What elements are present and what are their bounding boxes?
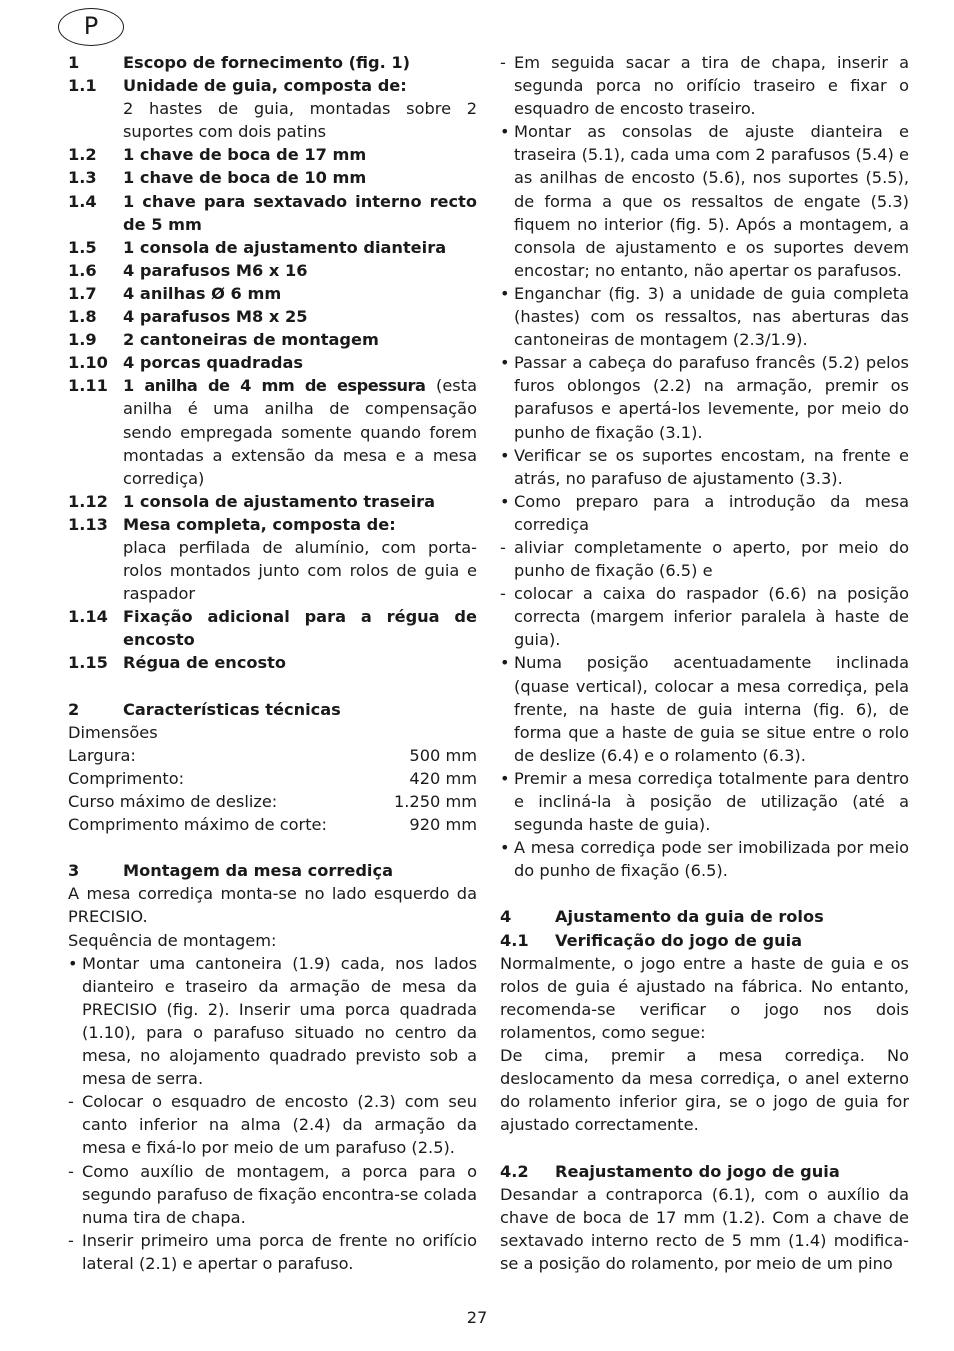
section-4-1-paragraph: Normalmente, o jogo entre a haste de guia e os rolos de guia é ajustado na fábrica. No entanto, recomenda-se verificar o jogo nos dois rolamentos, como segue:: [500, 953, 909, 1042]
list-item: • Montar as consolas de ajuste dianteira e traseira (5.1), cada uma com 2 parafusos (5.4) e as anilhas de encosto (5.6), nos suportes (5.5), de forma a que os ressaltos de engate (5.3) fiquem no interior (fig. 5). Após a montagem, a consola de ajustamento e os suportes devem encostar; no entanto, não apertar os parafusos.: [500, 122, 909, 280]
list-item: - colocar a caixa do raspador (6.6) na posição correcta (margem inferior paralela à haste de guia).: [500, 584, 909, 650]
list-item: 1.5 1 consola de ajustamento dianteira: [68, 237, 447, 257]
list-item: 1.7 4 anilhas Ø 6 mm: [68, 283, 282, 303]
list-item: • Como preparo para a introdução da mesa corrediça: [500, 491, 909, 534]
list-item: - Inserir primeiro uma porca de frente no orifício lateral (2.1) e apertar o parafuso.: [68, 1230, 477, 1273]
section-2-heading: 2 Características técnicas: [68, 699, 341, 719]
section-3-sequence-label: Sequência de montagem:: [68, 930, 277, 950]
list-item: 1.8 4 parafusos M8 x 25: [68, 307, 308, 327]
section-4-1-heading: 4.1 Verificação do jogo de guia: [500, 930, 803, 950]
item-1-13-body: placa perfilada de alumínio, com porta-rolos montados junto com rolos de guia e raspador: [123, 537, 477, 604]
list-item: 1.9 2 cantoneiras de montagem: [68, 330, 379, 350]
section-4-1-paragraph: De cima, premir a mesa corrediça. No deslocamento da mesa corrediça, o anel externo do rolamento inferior gira, se o jogo de guia for ajustado correctamente.: [500, 1046, 909, 1135]
list-item: 1.3 1 chave de boca de 10 mm: [68, 168, 367, 188]
left-column: [68, 51, 477, 1275]
section-3-heading: 3 Montagem da mesa corrediça: [68, 861, 393, 881]
page-number: 27: [466, 1308, 488, 1327]
list-item: • Numa posição acentuadamente inclinada (quase vertical), colocar a mesa corrediça, pela frente, na haste de guia interna (fig. 6), de forma que a haste de guia se situe entre o rolo de deslize (6.4) e o rolamento (6.3).: [500, 653, 909, 765]
list-item: • Verificar se os suportes encostam, na frente e atrás, no parafuso de ajustamento (3.3).: [500, 445, 909, 488]
item-1-12: 1.12 1 consola de ajustamento traseira: [68, 491, 436, 511]
section-4-2-heading: 4.2 Reajustamento do jogo de guia: [500, 1161, 840, 1181]
list-item: 1.2 1 chave de boca de 17 mm: [68, 145, 367, 165]
item-1-13: 1.13 Mesa completa, composta de:: [68, 514, 396, 534]
section-3-intro: A mesa corrediça monta-se no lado esquerdo da PRECISIO.: [68, 884, 477, 927]
spec-row: Comprimento máximo de corte: 920 mm: [68, 815, 477, 835]
item-1-15: 1.15 Régua de encosto: [68, 653, 287, 673]
item-1-1: 1.1 Unidade de guia, composta de:: [68, 76, 407, 96]
list-item: - aliviar completamente o aperto, por meio do punho de fixação (6.5) e: [500, 537, 909, 581]
list-item: - Colocar o esquadro de encosto (2.3) com seu canto inferior na alma (2.4) da armação da mesa e fixá-lo por meio de um parafuso (2.5).: [68, 1092, 477, 1158]
section-4-heading: 4 Ajustamento da guia de rolos: [500, 907, 824, 927]
list-item: 1.4 1 chave para sextavado interno recto de 5 mm: [68, 191, 477, 234]
list-item: • Passar a cabeça do parafuso francês (5.2) pelos furos oblongos (2.2) na armação, premir os parafusos e apertá-los levemente, por meio do punho de fixação (3.1).: [500, 353, 909, 442]
list-item: - Em seguida sacar a tira de chapa, inserir a segunda porca no orifício traseiro e fixar o esquadro de encosto traseiro.: [500, 53, 909, 119]
spec-row: Curso máximo de deslize: 1.250 mm: [68, 792, 477, 811]
list-item: - Como auxílio de montagem, a porca para o segundo parafuso de fixação encontra-se colada numa tira de chapa.: [68, 1161, 477, 1227]
section-1-heading: 1 Escopo de fornecimento (fig. 1): [68, 53, 411, 72]
item-1-11: 1.11 1 anilha de 4 mm de espessura (esta anilha é uma anilha de compensação sendo empregada somente quando forem montadas a extensão da mesa e a mesa corrediça): [68, 376, 477, 488]
list-item: • Montar uma cantoneira (1.9) cada, nos lados dianteiro e traseiro da armação de mesa da PRECISIO (fig. 2). Inserir uma porca quadrada (1.10), para o parafuso situado no centro da mesa, no alojamento quadrado previsto sob a mesa de serra.: [68, 953, 477, 1089]
item-1-14: 1.14 Fixação adicional para a régua de encosto: [68, 607, 477, 650]
list-item: 1.6 4 parafusos M6 x 16: [68, 260, 308, 280]
list-item: • Enganchar (fig. 3) a unidade de guia completa (hastes) com os ressaltos, nas aberturas das cantoneiras de montagem (2.3/1.9).: [500, 283, 909, 350]
spec-row: Largura: 500 mm: [68, 745, 477, 765]
item-1-1-body: 2 hastes de guia, montadas sobre 2 suportes com dois patins: [123, 99, 477, 142]
list-item: • Premir a mesa corrediça totalmente para dentro e incliná-la à posição de utilização (até a segunda haste de guia).: [500, 768, 909, 835]
right-column: [500, 51, 909, 1275]
list-item: • A mesa corrediça pode ser imobilizada por meio do punho de fixação (6.5).: [500, 838, 909, 881]
list-item: 1.10 4 porcas quadradas: [68, 353, 304, 373]
section-4-2-paragraph: Desandar a contraporca (6.1), com o auxílio da chave de boca de 17 mm (1.2). Com a chave de sextavado interno recto de 5 mm (1.4) modifica-se a posição do rolamento, por meio de um pino: [500, 1184, 909, 1273]
language-badge: P: [58, 8, 124, 46]
dimensions-label: Dimensões: [68, 722, 158, 742]
spec-row: Comprimento: 420 mm: [68, 768, 477, 788]
